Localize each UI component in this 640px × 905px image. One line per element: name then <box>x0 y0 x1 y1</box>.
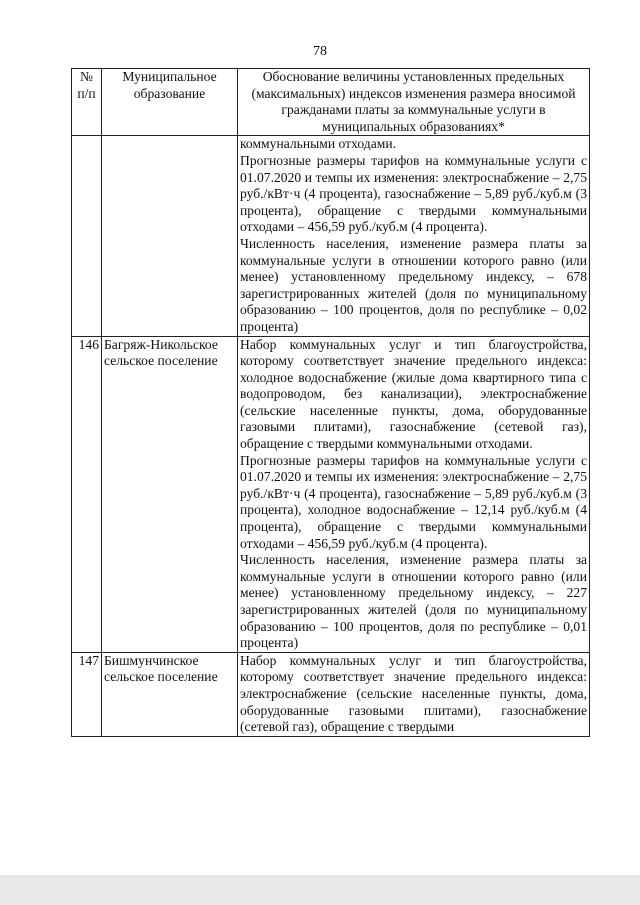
table-row <box>72 336 590 652</box>
scan-bottom-edge <box>0 875 640 905</box>
table-row <box>72 652 590 736</box>
row-number <box>72 136 102 336</box>
row-number: 146 <box>72 336 102 652</box>
justification-paragraph: Набор коммунальных услуг и тип благоустройства, которому соответствует значение предельного индекса: холодное водоснабжение (жилые дома квартирного типа с водопроводом, без канализации), электроснабжение (сельские населенные пункты, дома, оборудованные газовыми плитами), газоснабжение (сетевой газ), обращение с твердыми коммунальными отходами. <box>240 336 587 452</box>
header-number: № п/п <box>72 69 102 136</box>
justification-paragraph: Набор коммунальных услуг и тип благоустройства, которому соответствует значение предельного индекса: электроснабжение (сельские населенные пункты, дома, оборудованные газовыми плитами), газоснабжение (сетевой газ), обращение с твердыми <box>240 652 587 735</box>
tariff-table <box>71 68 590 737</box>
page-number: 78 <box>313 44 327 59</box>
justification-paragraph: Численность населения, изменение размера платы за коммунальные услуги в отношении которого равно (или менее) установленному предельному индексу, – 227 зарегистрированных жителей (доля по муниципальному образованию – 100 процентов, доля по республике – 0,01 процента) <box>240 552 587 651</box>
justification-paragraph: коммунальными отходами. <box>240 136 397 152</box>
header-municipality: Муниципальное образование <box>102 69 238 136</box>
table-header-row <box>72 69 590 136</box>
header-justification: Обоснование величины установленных предельных (максимальных) индексов изменения размера вносимой гражданами платы за коммунальные услуги в муниципальных образованиях* <box>238 69 590 136</box>
table-row <box>72 136 590 336</box>
justification-text <box>238 336 590 652</box>
justification-text <box>238 652 590 736</box>
municipality-name: Багряж-Никольское сельское поселение <box>102 336 238 652</box>
municipality-name <box>102 136 238 336</box>
row-number: 147 <box>72 652 102 736</box>
municipality-name: Бишмунчинское сельское поселение <box>102 652 238 736</box>
justification-paragraph: Прогнозные размеры тарифов на коммунальные услуги с 01.07.2020 и темпы их изменения: электроснабжение – 2,75 руб./кВт·ч (4 процента), газоснабжение – 5,89 руб./куб.м (3 процента), обращение с твердыми коммунальными отходами – 456,59 руб./куб.м (4 процента). <box>240 152 587 235</box>
justification-paragraph: Численность населения, изменение размера платы за коммунальные услуги в отношении которого равно (или менее) установленному предельному индексу, – 678 зарегистрированных жителей (доля по муниципальному образованию – 100 процентов, доля по республике – 0,02 процента) <box>240 235 587 334</box>
justification-text <box>238 136 590 336</box>
justification-paragraph: Прогнозные размеры тарифов на коммунальные услуги с 01.07.2020 и темпы их изменения: электроснабжение – 2,75 руб./кВт·ч (4 процента), газоснабжение – 5,89 руб./куб.м (3 процента), холодное водоснабжение – 12,14 руб./куб.м (4 процента), обращение с твердыми коммунальными отходами – 456,59 руб./куб.м (4 процента). <box>240 452 587 551</box>
